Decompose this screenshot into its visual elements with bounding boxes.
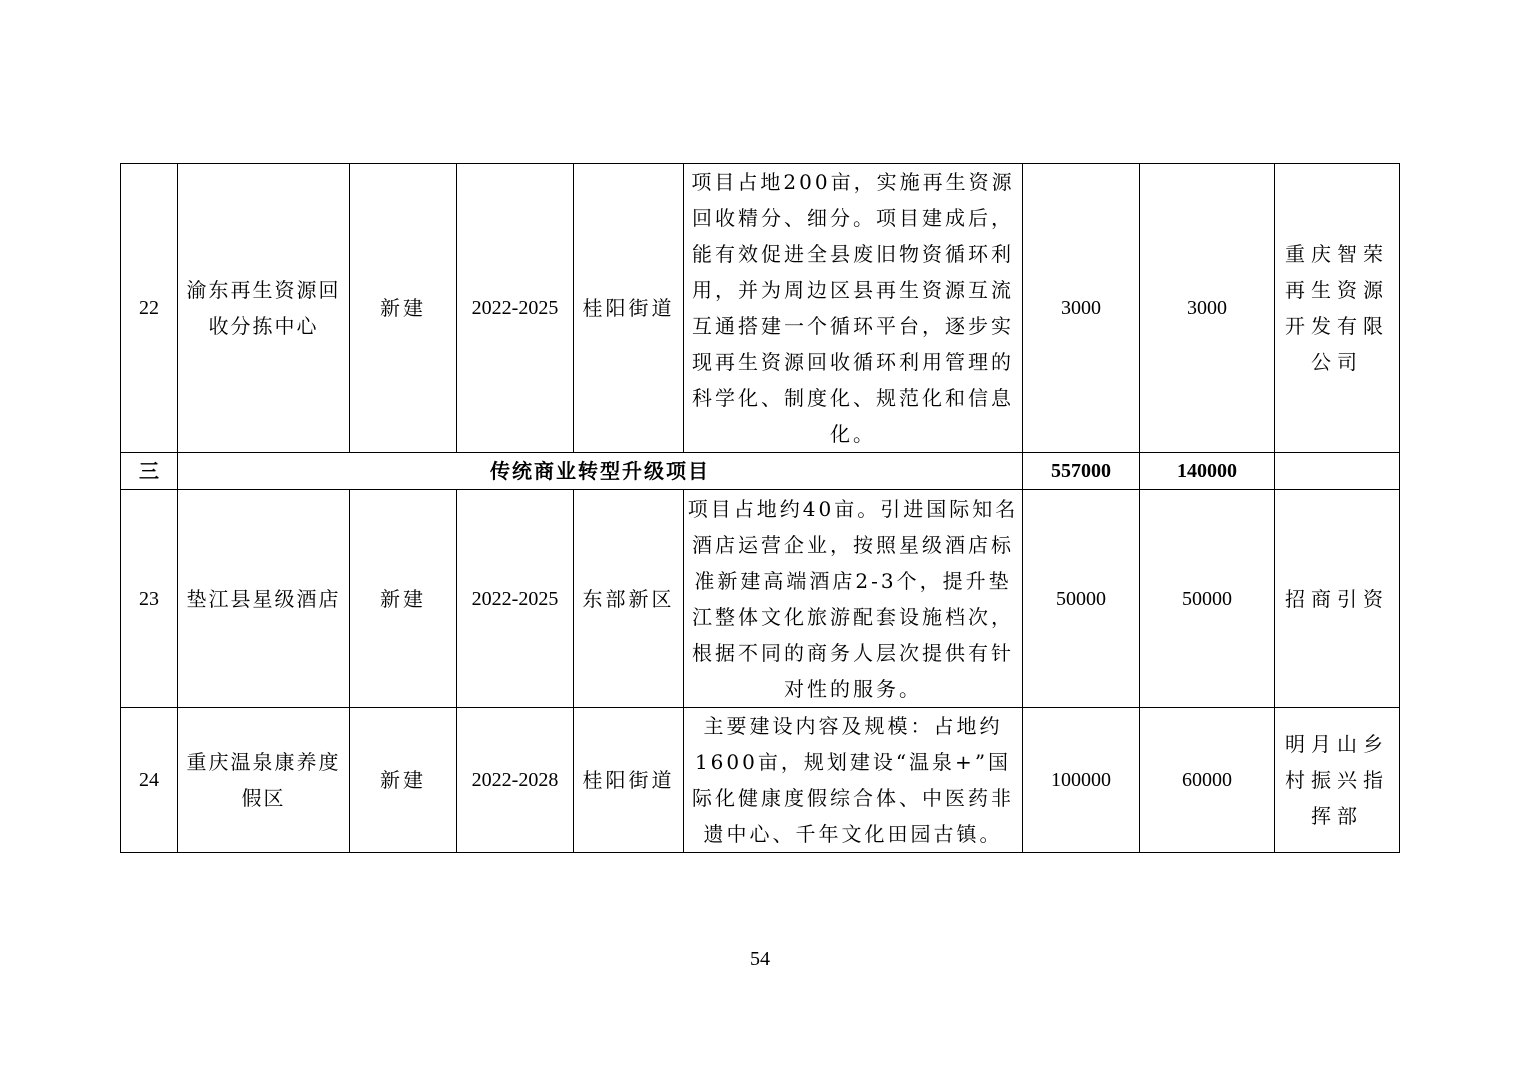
section-number: 三 [121, 453, 178, 490]
table-row [121, 164, 1400, 453]
project-location: 桂阳街道 [574, 708, 684, 853]
project-description: 项目占地200亩，实施再生资源回收精分、细分。项目建成后，能有效促进全县废旧物资循环利用，并为周边区县再生资源互流互通搭建一个循环平台，逐步实现再生资源回收循环利用管理的科学化、制度化、规范化和信息化。 [684, 164, 1023, 453]
construction-type: 新建 [350, 164, 457, 453]
construction-period: 2022-2025 [457, 164, 574, 453]
page-number: 54 [750, 948, 770, 970]
project-description: 项目占地约40亩。引进国际知名酒店运营企业，按照星级酒店标准新建高端酒店2-3个，提升垫江整体文化旅游配套设施档次，根据不同的商务人层次提供有针对性的服务。 [684, 490, 1023, 708]
total-investment: 3000 [1023, 164, 1140, 453]
planned-investment: 60000 [1140, 708, 1275, 853]
project-name: 重庆温泉康养度假区 [178, 708, 350, 853]
row-number: 23 [121, 490, 178, 708]
row-number: 22 [121, 164, 178, 453]
project-description: 主要建设内容及规模：占地约1600亩，规划建设“温泉+”国际化健康度假综合体、中医药非遗中心、千年文化田园古镇。 [684, 708, 1023, 853]
project-owner: 明月山乡村振兴指挥部 [1275, 708, 1400, 853]
project-owner: 招商引资 [1275, 490, 1400, 708]
construction-type: 新建 [350, 490, 457, 708]
total-investment: 100000 [1023, 708, 1140, 853]
planned-investment: 3000 [1140, 164, 1275, 453]
section-owner [1275, 453, 1400, 490]
section-title: 传统商业转型升级项目 [178, 453, 1023, 490]
construction-period: 2022-2028 [457, 708, 574, 853]
project-table [120, 163, 1400, 853]
construction-type: 新建 [350, 708, 457, 853]
planned-investment: 50000 [1140, 490, 1275, 708]
total-investment: 50000 [1023, 490, 1140, 708]
project-location: 桂阳街道 [574, 164, 684, 453]
project-name: 渝东再生资源回收分拣中心 [178, 164, 350, 453]
project-name: 垫江县星级酒店 [178, 490, 350, 708]
row-number: 24 [121, 708, 178, 853]
section-total-investment: 557000 [1023, 453, 1140, 490]
table-row [121, 708, 1400, 853]
construction-period: 2022-2025 [457, 490, 574, 708]
section-planned-investment: 140000 [1140, 453, 1275, 490]
project-location: 东部新区 [574, 490, 684, 708]
project-owner: 重庆智荣再生资源开发有限公司 [1275, 164, 1400, 453]
section-row [121, 453, 1400, 490]
table-row [121, 490, 1400, 708]
